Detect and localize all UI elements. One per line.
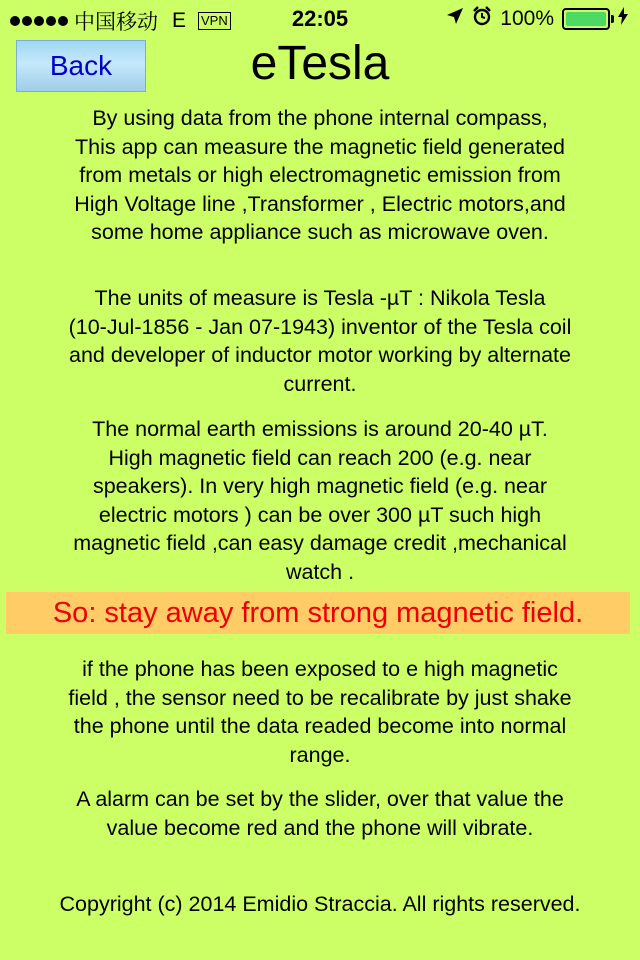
recalibrate-paragraph: if the phone has been exposed to e high magnetic field , the sensor need to be recalibrate by just shake the phone until the data readed become into normal range.: [68, 657, 572, 767]
vpn-badge: VPN: [198, 12, 231, 30]
page-title: eTesla: [250, 37, 390, 90]
alarm-clock-icon: [472, 6, 492, 32]
network-type: E: [172, 9, 187, 32]
battery-percent: 100%: [500, 7, 554, 30]
battery-icon: [562, 8, 610, 30]
location-arrow-icon: [446, 7, 464, 31]
warning-banner: So: stay away from strong magnetic field.: [6, 592, 630, 634]
units-paragraph: The units of measure is Tesla -µT : Nikola Tesla (10-Jul-1856 - Jan 07-1943) inventor of the Tesla coil and developer of inductor motor working by alternate current.: [68, 286, 572, 396]
back-button[interactable]: Back: [16, 40, 146, 92]
status-time: 22:05: [291, 6, 349, 31]
status-bar: [0, 0, 640, 40]
charging-bolt-icon: [618, 7, 628, 31]
copyright-text: Copyright (c) 2014 Emidio Straccia. All rights reserved.: [59, 892, 581, 916]
status-right: [446, 6, 628, 32]
normal-emissions-paragraph: The normal earth emissions is around 20-40 µT. High magnetic field can reach 200 (e.g. near speakers). In very high magnetic field (e.g. near electric motors ) can be over 300 µT such high magnetic field ,can easy damage credit ,mechanical watch .: [73, 417, 567, 584]
intro-paragraph: By using data from the phone internal compass, This app can measure the magnetic field generated from metals or high electromagnetic emission from High Voltage line ,Transformer , Electric motors,and some home appliance such as microwave oven.: [74, 106, 566, 244]
carrier-name: 中国移动: [74, 11, 158, 34]
alarm-paragraph: A alarm can be set by the slider, over that value the value become red and the phone will vibrate.: [76, 787, 564, 840]
